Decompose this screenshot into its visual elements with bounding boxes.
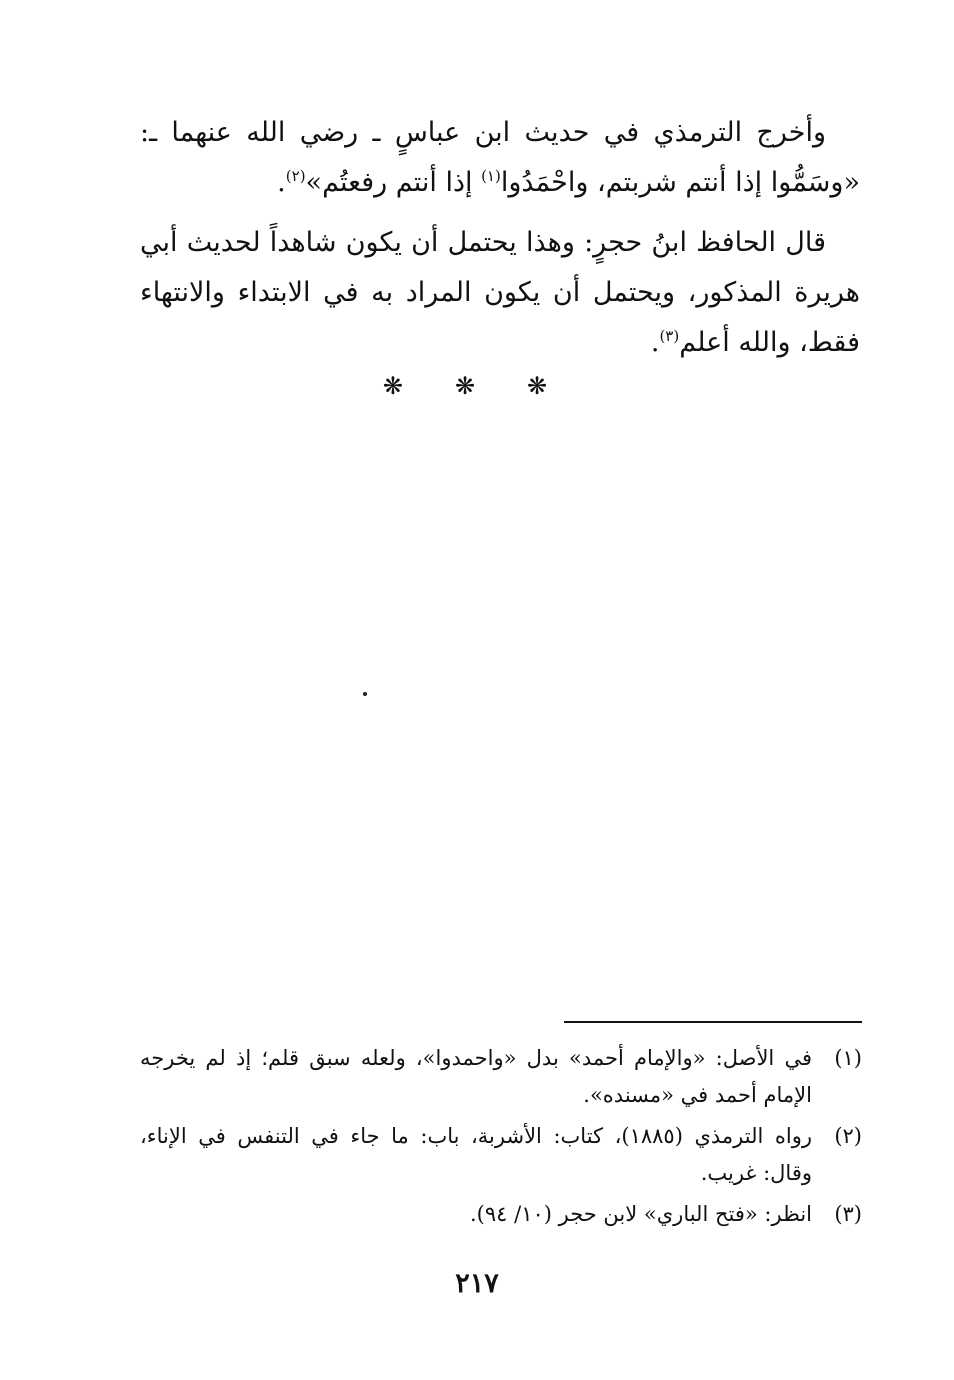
footnote-text: انظر: «فتح الباري» لابن حجر (١٠/ ٩٤). — [469, 1202, 812, 1226]
footnote-number: (١) — [834, 1046, 862, 1070]
paragraph-tirmidhi-hadith — [140, 108, 860, 208]
asterism-star-icon: ❋ — [382, 372, 427, 400]
asterism-star-icon: ❋ — [454, 372, 500, 400]
paragraph-text: إذا أنتم رفعتُم» — [305, 167, 482, 198]
paragraph-text: وأخرج الترمذي في حديث ابن عباسٍ ـ رضي الله عنهما ـ: «وسَمُّوا إذا أنتم شربتم، واحْمَدُوا — [140, 117, 860, 198]
section-separator — [0, 372, 954, 400]
footnote-text: رواه الترمذي (١٨٨٥)، كتاب: الأشربة، باب: ما جاء في التنفس في الإناء، وقال: غريب. — [140, 1124, 812, 1185]
footnote-ref-3[interactable]: (٣) — [659, 327, 680, 345]
paragraph-ibn-hajar — [140, 218, 860, 368]
paragraph-text: . — [277, 167, 286, 198]
footnote-ref-2[interactable]: (٢) — [285, 167, 306, 185]
footnote-1 — [140, 1040, 862, 1114]
footnote-3 — [140, 1196, 862, 1233]
main-text — [140, 108, 860, 368]
footnote-2 — [140, 1118, 862, 1192]
footnote-number: (٢) — [834, 1124, 862, 1148]
footnote-divider — [564, 1021, 862, 1023]
footnote-ref-1[interactable]: (١) — [481, 167, 501, 185]
paragraph-text: . — [650, 327, 660, 358]
asterism-star-icon: ❋ — [527, 372, 572, 400]
footnotes — [140, 1040, 862, 1237]
page-number: ٢١٧ — [455, 1268, 499, 1299]
print-speck — [363, 692, 367, 696]
paragraph-text: قال الحافظ ابنُ حجرٍ: وهذا يحتمل أن يكون شاهداً لحديث أبي هريرة المذكور، ويحتمل أن يكون المراد به في الابتداء والانتهاء فقط، والله أعلم — [140, 227, 860, 358]
footnote-number: (٣) — [834, 1202, 862, 1226]
footnote-text: في الأصل: «والإمام أحمد» بدل «واحمدوا»، ولعله سبق قلم؛ إذ لم يخرجه الإمام أحمد في «مسنده». — [140, 1046, 812, 1107]
